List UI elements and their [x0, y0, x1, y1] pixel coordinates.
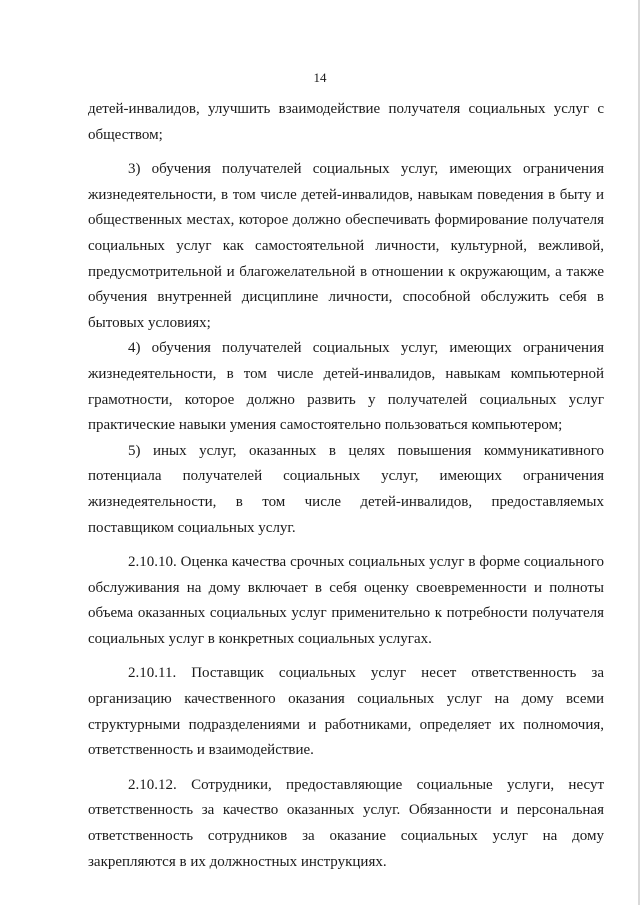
paragraph-2-10-11: 2.10.11. Поставщик социальных услуг несет ответственность за организацию качественного оказания социальных услуг на дому всеми структурными подразделениями и работниками, определяет их полномочия, ответственность и взаимодействие. — [88, 665, 604, 759]
paragraph-2-10-10: 2.10.10. Оценка качества срочных социальных услуг в форме социального обслуживания на дому включает в себя оценку своевременности и полноты объема оказанных социальных услуг применительно к потребности получателя социальных услуг в конкретных социальных услугах. — [88, 554, 604, 647]
paragraph-continuation: детей-инвалидов, улучшить взаимодействие получателя социальных услуг с обществом; — [88, 101, 604, 143]
paragraph-item-5: 5) иных услуг, оказанных в целях повышения коммуникативного потенциала получателей социальных услуг, имеющих ограничения жизнедеятельности, в том числе детей-инвалидов, предоставляемых поставщиком социальных услуг. — [88, 442, 604, 536]
paragraph-2-10-12: 2.10.12. Сотрудники, предоставляющие социальные услуги, несут ответственность за качество оказанных услуг. Обязанности и персональная ответственность сотрудников за оказание социальных услуг на дому закрепляются в их должностных инструкциях. — [88, 776, 604, 870]
paragraph-item-3: 3) обучения получателей социальных услуг, имеющих ограничения жизнедеятельности, в том числе детей-инвалидов, навыкам поведения в быту и общественных местах, которое должно обеспечивать формирование получателя социальных услуг как самостоятельной личности, культурной, вежливой, предусмотрительной и благожелательной в отношении к окружающим, а также обучения внутренней дисциплине личности, способной обслужить себя в бытовых условиях; — [88, 161, 604, 331]
paragraph-item-4: 4) обучения получателей социальных услуг, имеющих ограничения жизнедеятельности, в том числе детей-инвалидов, навыкам компьютерной грамотности, которое должно развить у получателей социальных услуг практические навыки умения самостоятельно пользоваться компьютером; — [88, 340, 604, 434]
document-body — [88, 97, 604, 875]
page-number: 14 — [313, 70, 327, 85]
